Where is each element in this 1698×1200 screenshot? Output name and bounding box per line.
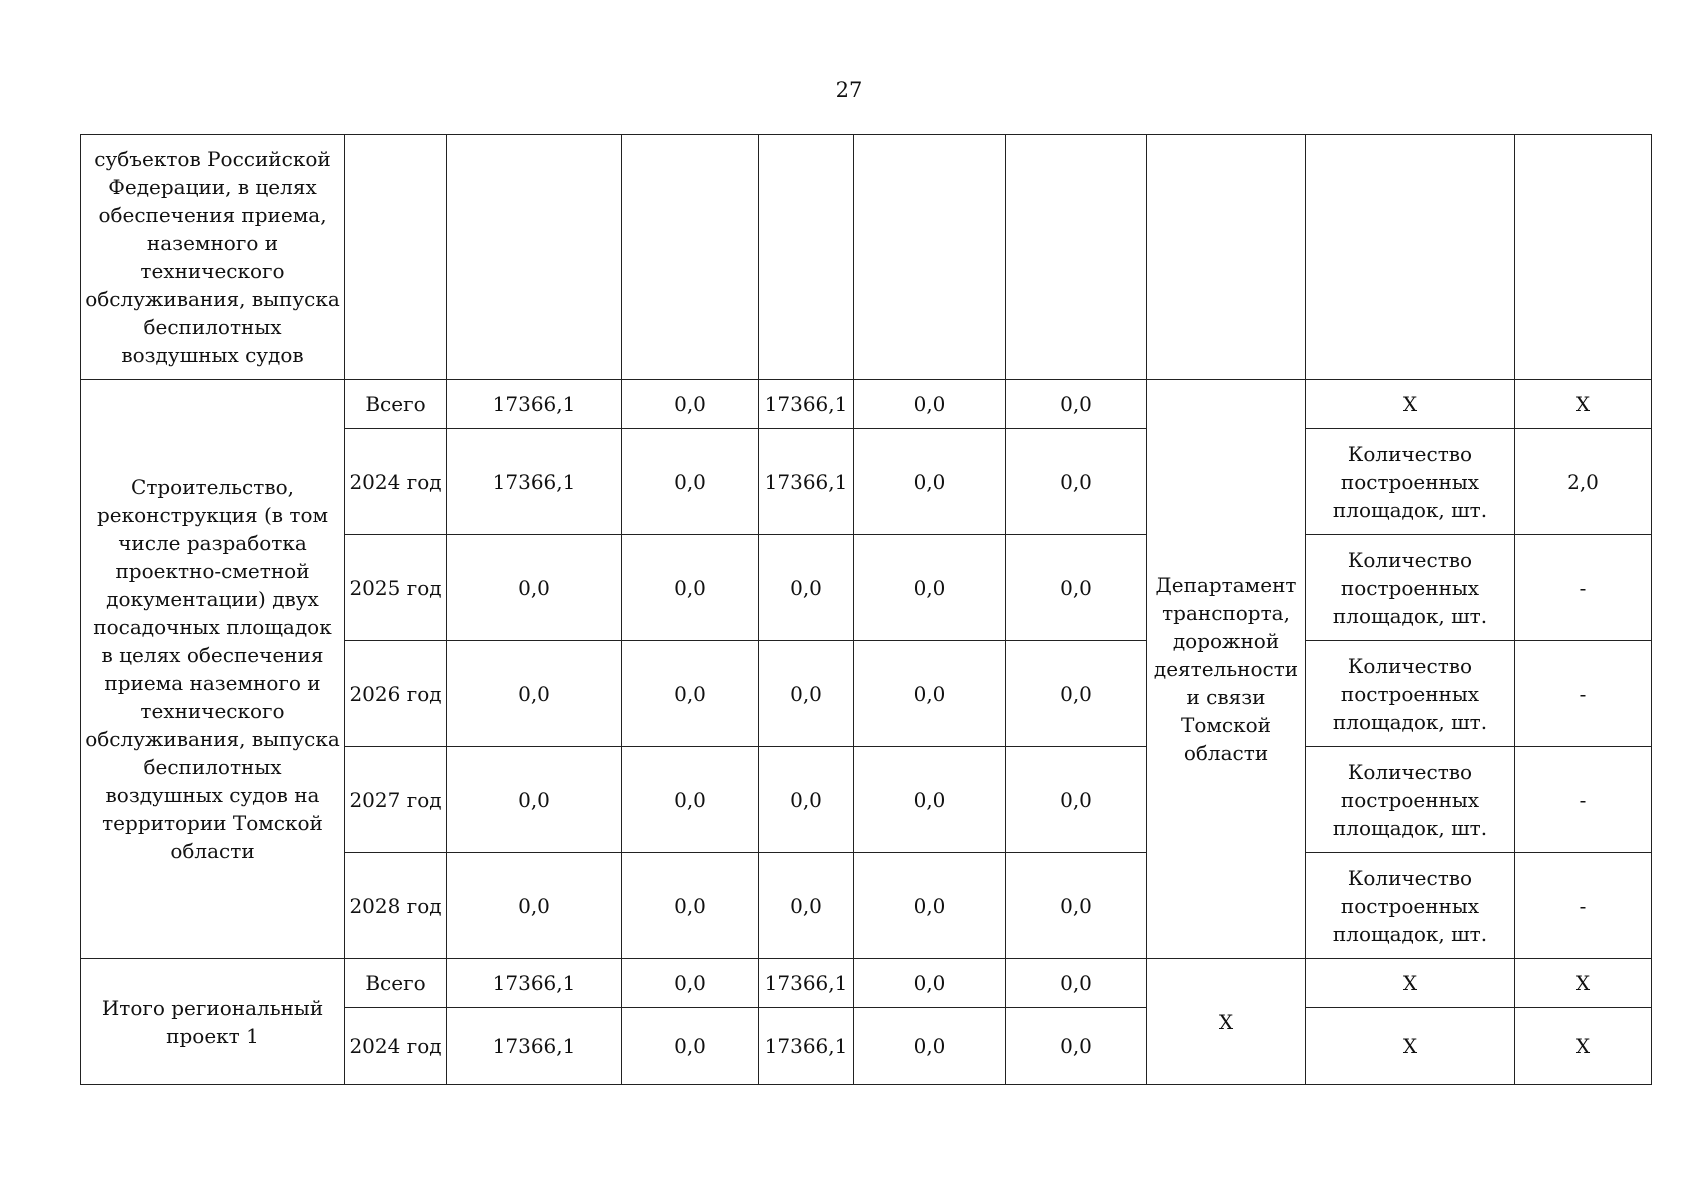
value-cell: 0,0 <box>622 853 759 959</box>
empty-cell <box>447 135 622 380</box>
total-cell: 17366,1 <box>447 959 622 1008</box>
value-cell: 0,0 <box>1006 959 1147 1008</box>
value-cell: 0,0 <box>1006 535 1147 641</box>
indicator-cell: Количество построенных площадок, шт. <box>1306 747 1515 853</box>
value-cell: 0,0 <box>854 959 1006 1008</box>
indicator-cell: Х <box>1306 380 1515 429</box>
period-cell: Всего <box>345 959 447 1008</box>
value-cell: 0,0 <box>759 535 854 641</box>
period-cell: 2024 год <box>345 429 447 535</box>
empty-cell <box>854 135 1006 380</box>
total-cell: 17366,1 <box>447 429 622 535</box>
value-cell: 0,0 <box>622 1008 759 1085</box>
empty-cell <box>1515 135 1652 380</box>
value-cell: 0,0 <box>854 429 1006 535</box>
indicator-value-cell: Х <box>1515 380 1652 429</box>
table-row <box>81 380 1652 429</box>
value-cell: 0,0 <box>1006 641 1147 747</box>
period-cell: 2026 год <box>345 641 447 747</box>
total-cell: 0,0 <box>447 747 622 853</box>
total-cell: 0,0 <box>447 853 622 959</box>
total-cell: 17366,1 <box>447 380 622 429</box>
value-cell: 0,0 <box>622 747 759 853</box>
empty-cell <box>759 135 854 380</box>
empty-cell <box>1147 135 1306 380</box>
indicator-value-cell: 2,0 <box>1515 429 1652 535</box>
value-cell: 0,0 <box>1006 747 1147 853</box>
value-cell: 0,0 <box>854 641 1006 747</box>
indicator-value-cell: - <box>1515 535 1652 641</box>
row-description: Итого региональный проект 1 <box>81 959 345 1085</box>
indicator-value-cell: Х <box>1515 1008 1652 1085</box>
period-cell: 2025 год <box>345 535 447 641</box>
total-cell: 0,0 <box>447 535 622 641</box>
table-row <box>81 959 1652 1008</box>
value-cell: 0,0 <box>854 535 1006 641</box>
total-cell: 0,0 <box>447 641 622 747</box>
total-cell: 17366,1 <box>447 1008 622 1085</box>
value-cell: 17366,1 <box>759 1008 854 1085</box>
period-cell: 2027 год <box>345 747 447 853</box>
empty-cell <box>345 135 447 380</box>
value-cell: 0,0 <box>854 747 1006 853</box>
value-cell: 0,0 <box>622 641 759 747</box>
indicator-value-cell: Х <box>1515 959 1652 1008</box>
value-cell: 0,0 <box>1006 429 1147 535</box>
value-cell: 17366,1 <box>759 429 854 535</box>
department-cell: Департамент транспорта, дорожной деятельности и связи Томской области <box>1147 380 1306 959</box>
value-cell: 0,0 <box>1006 380 1147 429</box>
period-cell: 2028 год <box>345 853 447 959</box>
indicator-value-cell: - <box>1515 853 1652 959</box>
empty-cell <box>1306 135 1515 380</box>
value-cell: 0,0 <box>622 535 759 641</box>
value-cell: 0,0 <box>759 747 854 853</box>
value-cell: 17366,1 <box>759 380 854 429</box>
indicator-cell: Количество построенных площадок, шт. <box>1306 853 1515 959</box>
value-cell: 0,0 <box>854 853 1006 959</box>
department-cell: Х <box>1147 959 1306 1085</box>
value-cell: 0,0 <box>622 429 759 535</box>
value-cell: 0,0 <box>854 1008 1006 1085</box>
indicator-cell: Количество построенных площадок, шт. <box>1306 429 1515 535</box>
financing-table <box>80 134 1652 1085</box>
value-cell: 0,0 <box>1006 853 1147 959</box>
table-row <box>81 135 1652 380</box>
empty-cell <box>1006 135 1147 380</box>
value-cell: 0,0 <box>759 641 854 747</box>
empty-cell <box>622 135 759 380</box>
value-cell: 0,0 <box>1006 1008 1147 1085</box>
indicator-value-cell: - <box>1515 747 1652 853</box>
indicator-cell: Количество построенных площадок, шт. <box>1306 641 1515 747</box>
indicator-cell: Х <box>1306 959 1515 1008</box>
value-cell: 0,0 <box>759 853 854 959</box>
value-cell: 0,0 <box>622 959 759 1008</box>
value-cell: 0,0 <box>622 380 759 429</box>
period-cell: Всего <box>345 380 447 429</box>
row-description: субъектов Российской Федерации, в целях обеспечения приема, наземного и технического обслуживания, выпуска беспилотных воздушных судов <box>81 135 345 380</box>
row-description: Строительство, реконструкция (в том числе разработка проектно-сметной документации) двух посадочных площадок в целях обеспечения приема наземного и технического обслуживания, выпуска беспилотных воздушных судов на территории Томской области <box>81 380 345 959</box>
period-cell: 2024 год <box>345 1008 447 1085</box>
value-cell: 0,0 <box>854 380 1006 429</box>
value-cell: 17366,1 <box>759 959 854 1008</box>
indicator-cell: Количество построенных площадок, шт. <box>1306 535 1515 641</box>
page-number: 27 <box>835 78 863 102</box>
indicator-cell: Х <box>1306 1008 1515 1085</box>
indicator-value-cell: - <box>1515 641 1652 747</box>
